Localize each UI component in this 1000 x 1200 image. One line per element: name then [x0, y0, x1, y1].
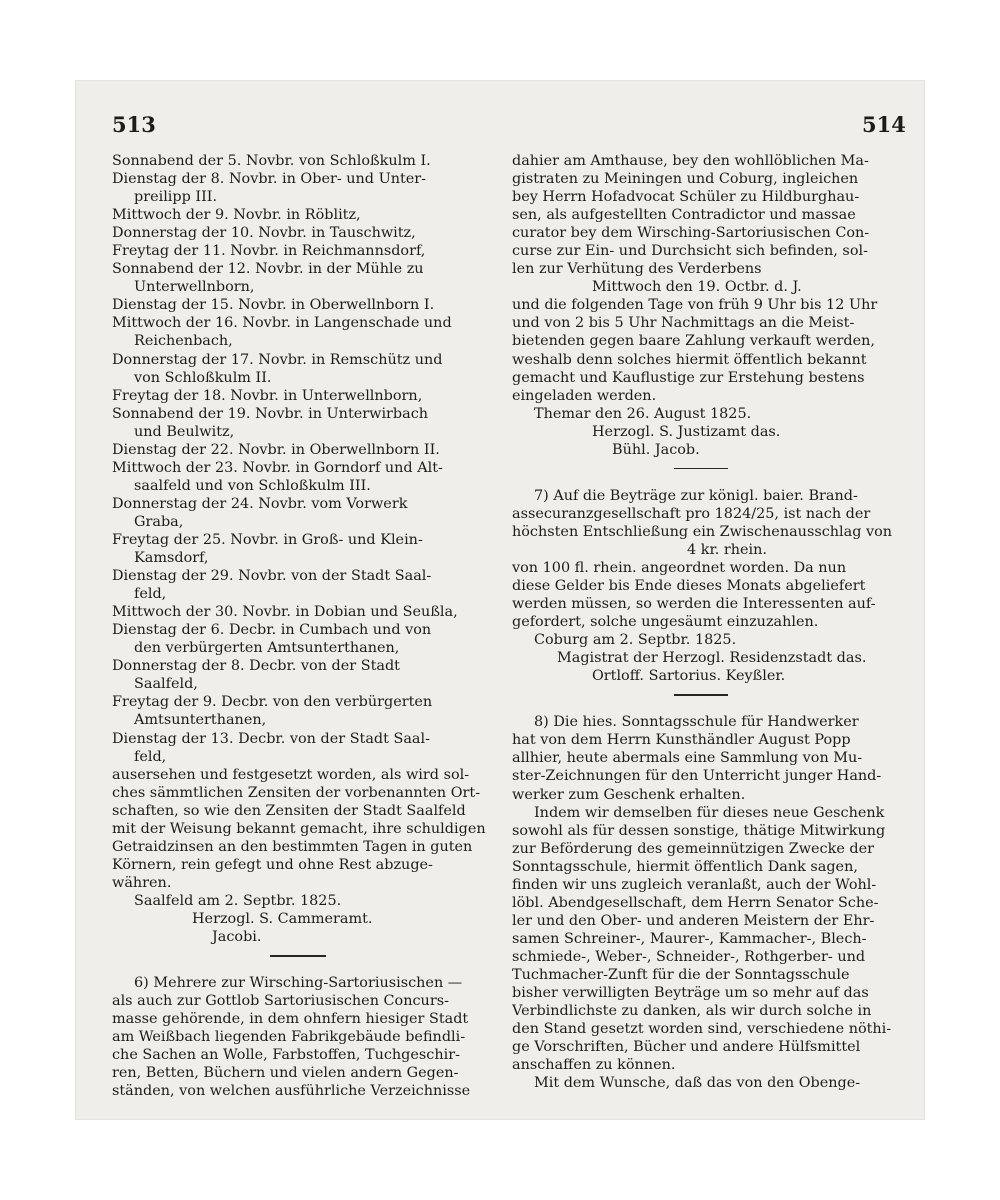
text-line: ren, Betten, Büchern und vielen andern Gegen- [112, 1065, 459, 1082]
text-line: Mittwoch der 30. Novbr. in Dobian und Seußla, [112, 604, 458, 621]
text-line: und von 2 bis 5 Uhr Nachmittags an die Meist- [512, 315, 855, 332]
text-line: diese Gelder bis Ende dieses Monats abgeliefert [512, 578, 866, 595]
text-line: am Weißbach liegenden Fabrikgebäude befindli- [112, 1029, 466, 1046]
text-line: Mittwoch den 19. Octbr. d. J. [592, 279, 802, 296]
text-line: anschaffen zu können. [512, 1057, 676, 1074]
text-line: 8) Die hies. Sonntagsschule für Handwerker [534, 714, 859, 731]
text-line: gefordert, solche ungesäumt einzuzahlen. [512, 614, 819, 631]
text-line: Saalfeld, [134, 676, 198, 693]
text-line: Verbindlichste zu danken, als wir durch solche in [512, 1003, 872, 1020]
text-line: und die folgenden Tage von früh 9 Uhr bis 12 Uhr [512, 297, 878, 314]
text-line: Getraidzinsen an den bestimmten Tagen in guten [112, 838, 473, 855]
text-line: Dienstag der 8. Novbr. in Ober- und Unter- [112, 171, 427, 188]
text-line: Freytag der 11. Novbr. in Reichmannsdorf, [112, 243, 426, 260]
text-line: feld, [134, 586, 167, 603]
text-line: sowohl als für dessen sonstige, thätige Mitwirkung [512, 822, 886, 839]
text-line: Freytag der 9. Decbr. von den verbürgerten [112, 694, 433, 711]
section-gap [512, 703, 898, 713]
text-line: feld, [134, 748, 167, 765]
text-line: Körnern, rein gefegt und ohne Rest abzuge- [112, 856, 433, 873]
text-line: Themar den 26. August 1825. [534, 405, 752, 422]
section-divider [112, 946, 496, 964]
text-line: gistraten zu Meiningen und Coburg, ingleichen [512, 171, 859, 188]
text-line: schaften, so wie den Zensiten der Stadt Saalfeld [112, 802, 466, 819]
text-line: curse zur Ein- und Durchsicht sich befinden, sol- [512, 243, 868, 260]
section-divider [512, 685, 898, 703]
text-line: werden müssen, so werden die Interessenten auf- [512, 596, 876, 613]
text-line: preilipp III. [134, 189, 218, 206]
text-line: währen. [112, 874, 172, 891]
text-line: Sonnabend der 19. Novbr. in Unterwirbach [112, 405, 429, 422]
text-line: allhier, heute abermals eine Sammlung von Mu- [512, 750, 863, 767]
text-line: löbl. Abendgesellschaft, dem Herrn Senator Sche- [512, 894, 879, 911]
text-line: Mittwoch der 16. Novbr. in Langenschade und [112, 315, 452, 332]
page-number-right: 514 [862, 112, 906, 137]
text-line: saalfeld und von Schloßkulm III. [134, 477, 371, 494]
text-line: bisher verwilligten Beyträge um so mehr auf das [512, 985, 869, 1002]
text-line: len zur Verhütung des Verderbens [512, 261, 762, 278]
text-line: Freytag der 18. Novbr. in Unterwellnborn, [112, 387, 423, 404]
text-line: 6) Mehrere zur Wirsching-Sartoriusischen — [134, 975, 463, 992]
text-line: von Schloßkulm II. [134, 369, 272, 386]
text-line: dahier am Amthause, bey den wohllöblichen Ma- [512, 153, 869, 169]
text-line: von 100 fl. rhein. angeordnet worden. Da nun [512, 559, 847, 576]
text-line: Bühl. Jacob. [612, 441, 700, 458]
text-line: höchsten Entschließung ein Zwischenausschlag von [512, 523, 893, 540]
text-line: weshalb denn solches hiermit öffentlich bekannt [512, 351, 867, 368]
text-line: Mit dem Wunsche, daß das von den Obenge- [534, 1075, 861, 1092]
text-line: che Sachen an Wolle, Farbstoffen, Tuchgeschir- [112, 1047, 460, 1064]
text-line: Sonntagsschule, hiermit öffentlich Dank sagen, [512, 858, 858, 875]
text-line: curator bey dem Wirsching-Sartoriusischen Con- [512, 225, 870, 242]
text-line: Graba, [134, 513, 184, 530]
text-line: Magistrat der Herzogl. Residenzstadt das. [557, 650, 867, 667]
text-line: Dienstag der 13. Decbr. von der Stadt Saal- [112, 730, 430, 747]
section-gap [512, 477, 898, 487]
text-line: ausersehen und festgesetzt worden, als wird sol- [112, 766, 470, 783]
text-line: Mittwoch der 23. Novbr. in Gorndorf und Alt- [112, 459, 443, 476]
text-line: Tuchmacher-Zunft für die der Sonntagsschule [512, 966, 850, 983]
text-line: Sonnabend der 5. Novbr. von Schloßkulm I. [112, 153, 431, 169]
text-line: ge Vorschriften, Bücher und andere Hülfsmittel [512, 1039, 861, 1056]
text-line: den verbürgerten Amtsunterthanen, [134, 640, 400, 657]
text-line: eingeladen werden. [512, 387, 657, 404]
text-line: sen, als aufgestellten Contradictor und massae [512, 207, 856, 224]
right-column [512, 152, 898, 1092]
text-line: masse gehörende, in dem ohnfern hiesiger Stadt [112, 1011, 469, 1028]
text-line: Herzogl. S. Justizamt das. [592, 423, 781, 440]
text-line: bey Herrn Hofadvocat Schüler zu Hildburghau- [512, 189, 860, 206]
text-line: Donnerstag der 17. Novbr. in Remschütz und [112, 351, 443, 368]
text-line: assecuranzgesellschaft pro 1824/25, ist nach der [512, 505, 871, 522]
text-line: Unterwellnborn, [134, 279, 255, 296]
text-line: Coburg am 2. Septbr. 1825. [534, 632, 737, 649]
text-line: Jacobi. [212, 929, 262, 946]
text-line: Sonnabend der 12. Novbr. in der Mühle zu [112, 261, 424, 278]
text-line: 4 kr. rhein. [687, 541, 768, 558]
text-line: Amtsunterthanen, [134, 712, 267, 729]
text-line: ster-Zeichnungen für den Unterricht junger Hand- [512, 768, 882, 785]
text-line: bietenden gegen baare Zahlung verkauft werden, [512, 333, 875, 350]
text-line: Herzogl. S. Cammeramt. [192, 910, 373, 927]
text-line: Dienstag der 22. Novbr. in Oberwellnborn II. [112, 441, 440, 458]
text-line: Donnerstag der 10. Novbr. in Tauschwitz, [112, 225, 416, 242]
text-line: schmiede-, Weber-, Schneider-, Rothgerber- und [512, 948, 866, 965]
text-line: finden wir uns zugleich veranlaßt, auch der Wohl- [512, 876, 877, 893]
text-line: Reichenbach, [134, 333, 233, 350]
text-line: Freytag der 25. Novbr. in Groß- und Klein- [112, 531, 423, 548]
text-line: ches sämmtlichen Zensiten der vorbenannten Ort- [112, 784, 481, 801]
text-line: und Beulwitz, [134, 423, 235, 440]
text-line: zur Beförderung des gemeinnützigen Zwecke der [512, 840, 875, 857]
text-line: den Stand gesetzt worden sind, verschiedene nöthi- [512, 1021, 892, 1038]
text-line: Donnerstag der 24. Novbr. vom Vorwerk [112, 495, 408, 512]
text-line: werker zum Geschenk erhalten. [512, 786, 746, 803]
section-divider [512, 459, 898, 477]
section-gap [112, 964, 496, 974]
text-line: ler und den Ober- und anderen Meistern der Ehr- [512, 912, 875, 929]
text-line: als auch zur Gottlob Sartoriusischen Concurs- [112, 993, 449, 1010]
text-line: Mittwoch der 9. Novbr. in Röblitz, [112, 207, 361, 224]
text-line: gemacht und Kauflustige zur Erstehung bestens [512, 369, 865, 386]
text-line: 7) Auf die Beyträge zur königl. baier. Brand- [534, 487, 858, 504]
text-line: Donnerstag der 8. Decbr. von der Stadt [112, 658, 400, 675]
text-line: Ortloff. Sartorius. Keyßler. [592, 668, 786, 685]
text-line: hat von dem Herrn Kunsthändler August Popp [512, 732, 851, 749]
text-line: Kamsdorf, [134, 550, 209, 567]
text-line: Saalfeld am 2. Septbr. 1825. [134, 892, 342, 909]
text-line: Dienstag der 15. Novbr. in Oberwellnborn I. [112, 297, 435, 314]
text-line: ständen, von welchen ausführliche Verzeichnisse [112, 1083, 471, 1100]
text-line: samen Schreiner-, Maurer-, Kammacher-, Blech- [512, 930, 867, 947]
text-line: Indem wir demselben für dieses neue Geschenk [534, 804, 885, 821]
text-line: Dienstag der 6. Decbr. in Cumbach und von [112, 622, 432, 639]
left-column [112, 152, 496, 1100]
page-number-left: 513 [112, 112, 156, 137]
text-line: mit der Weisung bekannt gemacht, ihre schuldigen [112, 820, 486, 837]
text-line: Dienstag der 29. Novbr. von der Stadt Saal- [112, 568, 432, 585]
